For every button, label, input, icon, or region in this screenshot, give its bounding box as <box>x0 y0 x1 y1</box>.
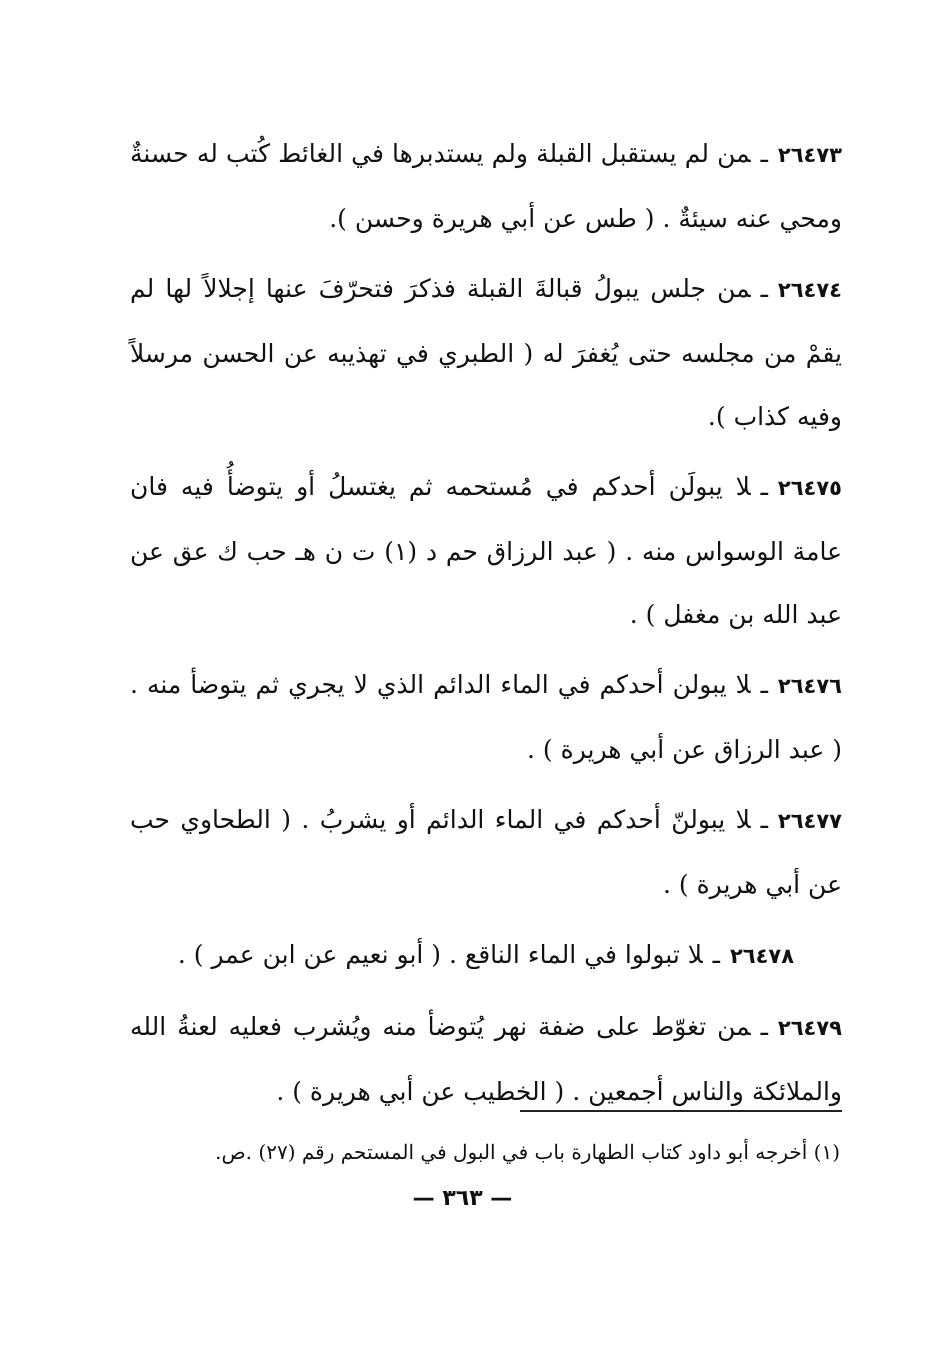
footnote: (١) أخرجه أبو داود كتاب الطهارة باب في البول في المستحم رقم (٢٧) .ص. <box>215 1140 840 1164</box>
hadith-number: ٢٦٤٧٧ <box>777 809 842 833</box>
hadith-list <box>130 122 842 1130</box>
entry-dash: ـ <box>760 139 768 168</box>
hadith-entry <box>130 455 842 646</box>
hadith-entry <box>130 923 842 988</box>
entry-dash: ـ <box>760 472 768 501</box>
entry-dash: ـ <box>760 1012 768 1041</box>
hadith-number: ٢٦٤٧٦ <box>777 674 842 698</box>
hadith-number: ٢٦٤٧٩ <box>777 1016 842 1040</box>
hadith-text: لا يبولَن أحدكم في مُستحمه ثم يغتسلُ أو يتوضأُ فيه فان عامة الوسواس منه . ( عبد الرزاق حم د (١) ت ن هـ حب ك عق عن عبد الله بن مغفل ) . <box>130 472 842 629</box>
hadith-text: لا يبولنّ أحدكم في الماء الدائم أو يشربُ . ( الطحاوي حب عن أبي هريرة ) . <box>130 805 842 899</box>
hadith-text: لا تبولوا في الماء الناقع . ( أبو نعيم عن ابن عمر ) . <box>177 940 703 969</box>
hadith-number: ٢٦٤٧٤ <box>777 278 842 302</box>
hadith-text: من لم يستقبل القبلة ولم يستدبرها في الغائط كُتب له حسنةٌ ومحي عنه سيئةٌ . ( طس عن أبي هريرة وحسن ). <box>130 139 842 233</box>
entry-dash: ـ <box>760 805 768 834</box>
hadith-number: ٢٦٤٧٥ <box>777 476 842 500</box>
entry-dash: ـ <box>760 670 768 699</box>
hadith-number: ٢٦٤٧٨ <box>729 944 795 968</box>
hadith-text: من جلس يبولُ قبالةَ القبلة فذكرَ فتحرّفَ عنها إجلالاً لها لم يقمْ من مجلسه حتى يُغفرَ له ( الطبري في تهذيبه عن الحسن مرسلاً وفيه كذاب ). <box>130 274 842 431</box>
hadith-entry <box>130 995 842 1123</box>
hadith-entry <box>130 788 842 916</box>
hadith-entry <box>130 257 842 448</box>
hadith-text: لا يبولن أحدكم في الماء الدائم الذي لا يجري ثم يتوضأ منه . ( عبد الرزاق عن أبي هريرة ) . <box>130 670 842 764</box>
hadith-entry <box>130 122 842 250</box>
footnote-separator <box>520 1110 842 1112</box>
entry-dash: ـ <box>760 274 768 303</box>
entry-dash: ـ <box>712 940 720 969</box>
page-number: — ٣٦٣ — <box>412 1186 513 1211</box>
hadith-number: ٢٦٤٧٣ <box>777 143 842 167</box>
hadith-entry <box>130 653 842 781</box>
hadith-text: من تغوّط على ضفة نهر يُتوضأ منه ويُشرب فعليه لعنةُ الله والملائكة والناس أجمعين . ( الخطيب عن أبي هريرة ) . <box>130 1012 842 1106</box>
